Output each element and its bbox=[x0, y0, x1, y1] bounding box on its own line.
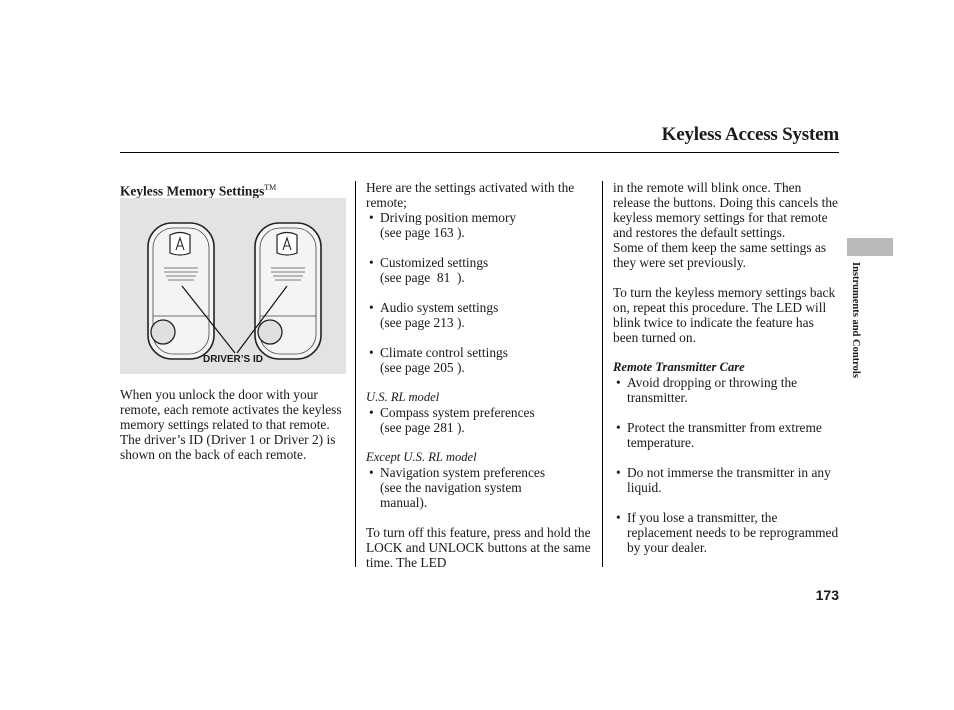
body-paragraph: in the remote will blink once. Then release the buttons. Doing this cancels the keyless memory settings for that remote and restores the default settings. bbox=[613, 180, 838, 240]
trademark-mark: TM bbox=[264, 183, 277, 192]
model-label: U.S. RL model bbox=[366, 390, 440, 404]
list-item: • Navigation system preferences bbox=[366, 465, 591, 480]
page-reference: (see page 81 ). bbox=[380, 270, 465, 285]
section-heading: Keyless Memory Settings™ bbox=[120, 183, 277, 199]
page-reference: (see the navigation system bbox=[380, 480, 522, 495]
body-paragraph: To turn off this feature, press and hold the LOCK and UNLOCK buttons at the same time. The LED bbox=[366, 525, 591, 570]
list-item: • Driving position memory bbox=[366, 210, 591, 225]
page-reference: manual). bbox=[380, 495, 428, 510]
column-3 bbox=[613, 180, 839, 555]
remote-keys-drawing bbox=[120, 198, 346, 374]
column-2 bbox=[366, 180, 591, 570]
title-rule bbox=[120, 152, 839, 153]
column-divider bbox=[355, 181, 356, 567]
remote-key-right bbox=[255, 223, 321, 359]
list-item: • Climate control settings bbox=[366, 345, 591, 360]
intro-text: Here are the settings activated with the remote; bbox=[366, 180, 575, 210]
care-item: • Do not immerse the transmitter in any liquid. bbox=[613, 465, 839, 495]
page-reference: (see page 205 ). bbox=[380, 360, 465, 375]
column-divider bbox=[602, 181, 603, 567]
page-reference: (see page 281 ). bbox=[380, 420, 465, 435]
list-item: • Audio system settings bbox=[366, 300, 591, 315]
body-paragraph: Some of them keep the same settings as they were set previously. bbox=[613, 240, 827, 270]
body-paragraph: When you unlock the door with your remote, each remote activates the keyless memory settings related to that remote. The driver’s ID (Driver 1 or Driver 2) is shown on the back of each remote. bbox=[120, 387, 342, 463]
section-tab-label: Instruments and Controls bbox=[850, 262, 861, 378]
page-number: 173 bbox=[815, 587, 839, 603]
section-tab bbox=[847, 238, 893, 256]
remote-illustration bbox=[120, 198, 346, 374]
care-item: • Avoid dropping or throwing the transmitter. bbox=[613, 375, 839, 405]
column-1 bbox=[120, 180, 346, 462]
page-title: Keyless Access System bbox=[661, 124, 839, 145]
section-subheading: Remote Transmitter Care bbox=[613, 360, 745, 374]
body-paragraph: To turn the keyless memory settings back on, repeat this procedure. The LED will blink twice to indicate the feature has been turned on. bbox=[613, 285, 836, 345]
list-item: • Compass system preferences bbox=[366, 405, 591, 420]
care-item: • Protect the transmitter from extreme temperature. bbox=[613, 420, 839, 450]
page-reference: (see page 213 ). bbox=[380, 315, 465, 330]
model-label: Except U.S. RL model bbox=[366, 450, 477, 464]
figure-caption: DRIVER’S ID bbox=[202, 354, 263, 366]
list-item: • Customized settings bbox=[366, 255, 591, 270]
care-item: • If you lose a transmitter, the replacement needs to be reprogrammed by your dealer. bbox=[613, 510, 839, 555]
page-reference: (see page 163 ). bbox=[380, 225, 465, 240]
remote-key-left bbox=[148, 223, 214, 359]
